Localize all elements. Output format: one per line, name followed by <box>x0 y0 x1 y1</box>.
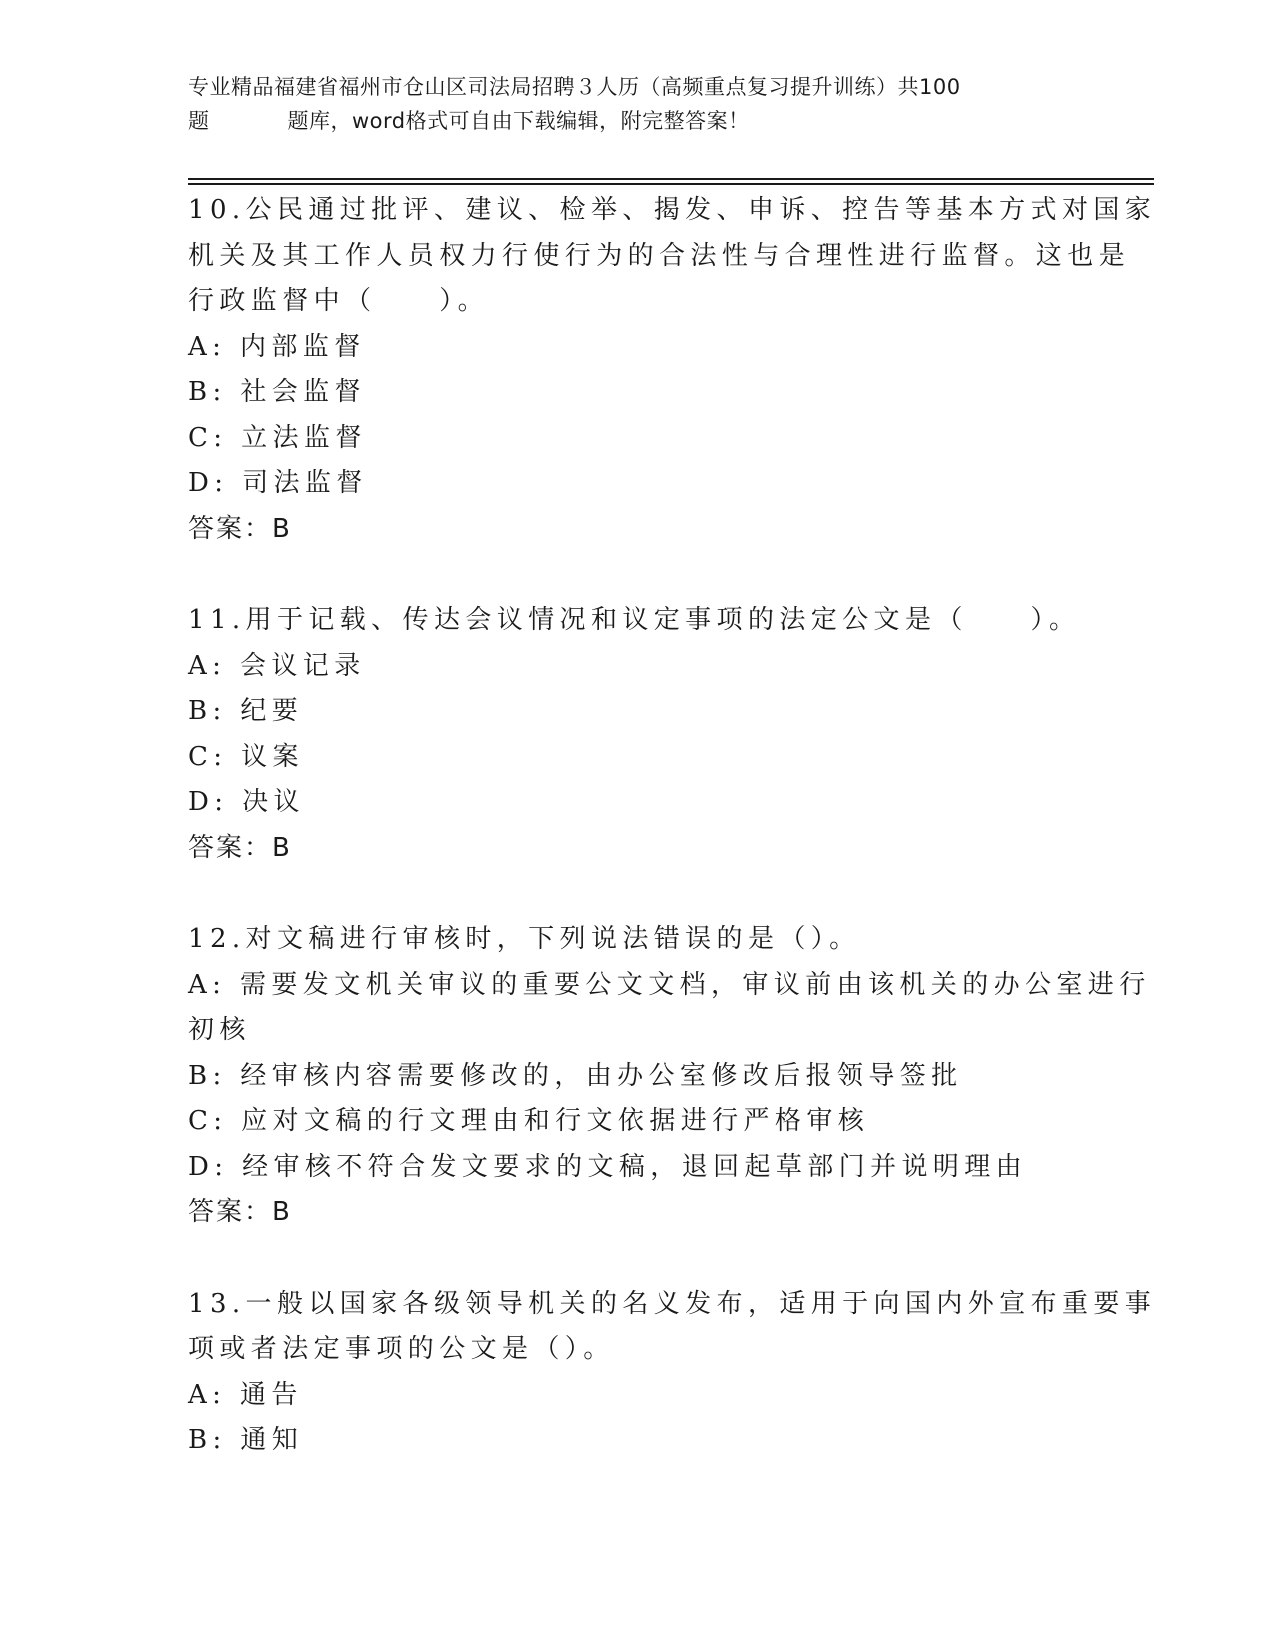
header-divider-top <box>188 178 1154 180</box>
option-a-continued: 初核 <box>188 1015 251 1045</box>
answer-line: 答案：B <box>188 832 292 863</box>
option-a: A: 会议记录 <box>188 650 366 681</box>
option-c: C: 立法监督 <box>188 422 367 453</box>
question-10 <box>188 188 1157 552</box>
option-b: B: 经审核内容需要修改的，由办公室修改后报领导签批 <box>188 1060 963 1091</box>
option-b: B: 社会监督 <box>188 377 366 407</box>
question-stem-line: 10.公民通过批评、建议、检举、揭发、申诉、控告等基本方式对国家 <box>188 195 1157 225</box>
option-a: A: 内部监督 <box>188 331 366 362</box>
option-d: D: 经审核不符合发文要求的文稿，退回起草部门并说明理由 <box>188 1151 1028 1182</box>
header-divider-bottom <box>188 183 1154 185</box>
option-a: A: 通告 <box>188 1379 303 1410</box>
header-title-line-1: 专业精品福建省福州市仓山区司法局招聘３人历（高频重点复习提升训练）共100 <box>188 75 961 99</box>
answer-line: 答案：B <box>188 1197 292 1227</box>
question-11 <box>188 598 1088 871</box>
question-stem-line: 11.用于记载、传达会议情况和议定事项的法定公文是（ ）。 <box>188 605 1081 635</box>
question-stem-line: 12.对文稿进行审核时，下列说法错误的是（）。 <box>188 924 861 954</box>
option-c: C: 应对文稿的行文理由和行文依据进行严格审核 <box>188 1106 870 1136</box>
option-b: B: 通知 <box>188 1425 304 1455</box>
page-header <box>188 70 1088 138</box>
question-stem-line: 机关及其工作人员权力行使行为的合法性与合理性进行监督。这也是 <box>188 240 1131 271</box>
question-stem-line: 13.一般以国家各级领导机关的名义发布，适用于向国内外宣布重要事 <box>188 1288 1157 1319</box>
option-a: A: 需要发文机关审议的重要公文文档，审议前由该机关的办公室进行 <box>188 969 1151 1000</box>
answer-line: 答案：B <box>188 513 292 544</box>
header-title-line-2-rest: 题库，word格式可自由下载编辑，附完整答案！ <box>287 109 750 133</box>
question-stem-line: 项或者法定事项的公文是（）。 <box>188 1334 615 1364</box>
option-d: D: 决议 <box>188 787 305 817</box>
question-12 <box>188 917 1151 1236</box>
option-b: B: 纪要 <box>188 696 304 726</box>
question-13 <box>188 1282 1157 1464</box>
question-list <box>188 188 1157 1510</box>
option-d: D: 司法监督 <box>188 468 368 498</box>
header-title-line-2 <box>188 104 1088 138</box>
question-stem-line: 行政监督中（ ）。 <box>188 286 490 316</box>
option-c: C: 议案 <box>188 741 304 772</box>
header-title-line-2-start: 题 <box>188 109 210 133</box>
